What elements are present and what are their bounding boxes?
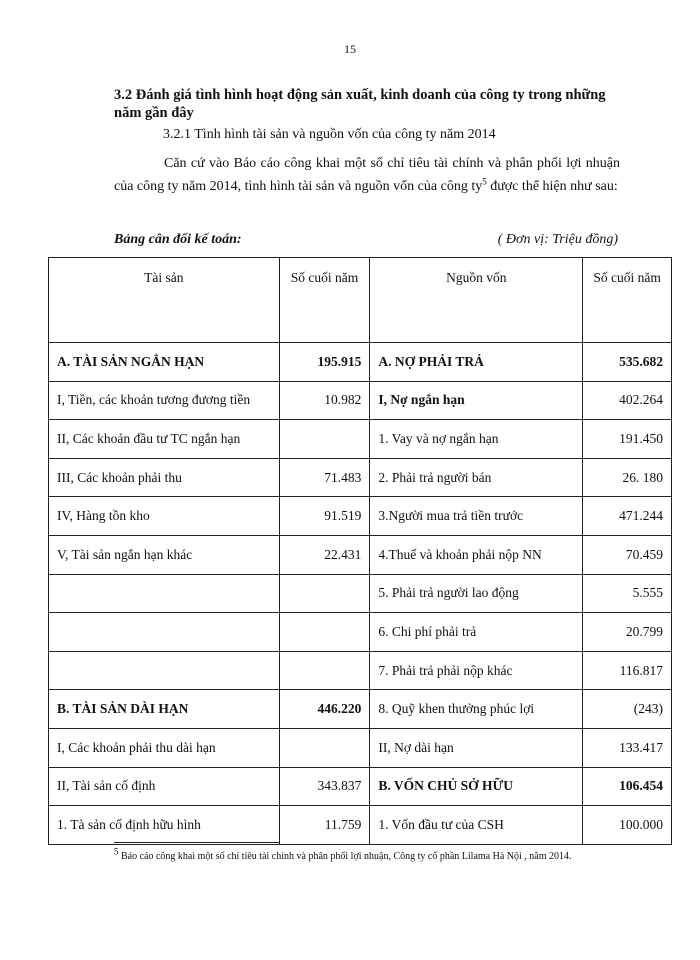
asset-label: III, Các khoản phải thu (49, 458, 280, 497)
table-row (49, 458, 672, 497)
footnote-marker: 5 (114, 846, 119, 857)
asset-value: 22.431 (279, 535, 370, 574)
asset-value (279, 651, 370, 690)
intro-paragraph (114, 152, 620, 198)
table-row (49, 343, 672, 382)
source-label: 3.Người mua trả tiền trước (370, 497, 583, 536)
balance-sheet-table (48, 257, 672, 845)
source-value: 106.454 (583, 767, 672, 806)
asset-value (279, 728, 370, 767)
unit-note: ( Đơn vị: Triệu đồng) (497, 232, 618, 247)
source-value: (243) (583, 690, 672, 729)
source-value: 471.244 (583, 497, 672, 536)
asset-label (49, 651, 280, 690)
source-label: 5. Phải trả người lao động (370, 574, 583, 613)
source-label: B. VỐN CHỦ SỞ HỮU (370, 767, 583, 806)
source-label: 4.Thuế và khoản phải nộp NN (370, 535, 583, 574)
header-sources-value: Số cuối năm (583, 258, 672, 343)
source-label: 6. Chi phí phải trả (370, 613, 583, 652)
source-value: 191.450 (583, 420, 672, 459)
asset-value: 11.759 (279, 806, 370, 845)
source-label: II, Nợ dài hạn (370, 728, 583, 767)
asset-label: B. TÀI SẢN DÀI HẠN (49, 690, 280, 729)
table-row (49, 806, 672, 845)
table-row (49, 767, 672, 806)
header-assets: Tài sản (49, 258, 280, 343)
source-value: 402.264 (583, 381, 672, 420)
table-row (49, 420, 672, 459)
asset-value: 91.519 (279, 497, 370, 536)
header-sources: Nguồn vốn (370, 258, 583, 343)
table-row (49, 535, 672, 574)
source-label: A. NỢ PHẢI TRẢ (370, 343, 583, 382)
source-label: 2. Phải trả người bán (370, 458, 583, 497)
asset-label: I, Tiền, các khoản tương đương tiền (49, 381, 280, 420)
asset-label: II, Các khoản đầu tư TC ngắn hạn (49, 420, 280, 459)
asset-label (49, 574, 280, 613)
source-label: 8. Quỹ khen thưởng phúc lợi (370, 690, 583, 729)
asset-label (49, 613, 280, 652)
asset-label: A. TÀI SẢN NGẮN HẠN (49, 343, 280, 382)
footnote (114, 846, 624, 864)
table-row (49, 381, 672, 420)
table-caption: Bảng cân đối kế toán: (114, 232, 242, 247)
asset-label: I, Các khoản phải thu dài hạn (49, 728, 280, 767)
footnote-text: Báo cáo công khai một số chỉ tiêu tài chính và phân phối lợi nhuận, Công ty cổ phần Lilama Hà Nội , năm 2014. (118, 851, 572, 862)
asset-value (279, 574, 370, 613)
source-value: 20.799 (583, 613, 672, 652)
asset-label: V, Tài sản ngắn hạn khác (49, 535, 280, 574)
table-row (49, 690, 672, 729)
source-value: 116.817 (583, 651, 672, 690)
source-label: 1. Vay và nợ ngắn hạn (370, 420, 583, 459)
table-header-row (49, 258, 672, 343)
asset-value: 10.982 (279, 381, 370, 420)
source-label: 1. Vốn đầu tư của CSH (370, 806, 583, 845)
asset-value: 195.915 (279, 343, 370, 382)
asset-value (279, 613, 370, 652)
paragraph-text-before: Căn cứ vào Báo cáo công khai một số chỉ tiêu tài chính và phân phối lợi nhuận của công ty năm 2014, tình hình tài sản và nguồn vốn của công ty (114, 156, 620, 194)
subsection-heading: 3.2.1 Tình hình tài sản và nguồn vốn của công ty năm 2014 (163, 127, 496, 142)
table-row (49, 728, 672, 767)
page-number: 15 (344, 42, 356, 56)
table-row (49, 651, 672, 690)
header-assets-value: Số cuối năm (279, 258, 370, 343)
asset-label: IV, Hàng tồn kho (49, 497, 280, 536)
table-row (49, 497, 672, 536)
source-value: 133.417 (583, 728, 672, 767)
source-value: 535.682 (583, 343, 672, 382)
table-row (49, 613, 672, 652)
asset-label: 1. Tà sản cố định hữu hình (49, 806, 280, 845)
paragraph-text-after: được thể hiện như sau: (486, 179, 618, 194)
asset-value: 343.837 (279, 767, 370, 806)
table-row (49, 574, 672, 613)
asset-value: 71.483 (279, 458, 370, 497)
footnote-divider (114, 842, 280, 843)
source-value: 70.459 (583, 535, 672, 574)
asset-label: II, Tài sản cố định (49, 767, 280, 806)
source-label: 7. Phải trả phải nộp khác (370, 651, 583, 690)
section-heading: 3.2 Đánh giá tình hình hoạt động sản xuất, kinh doanh của công ty trong những năm gần đây (114, 87, 606, 121)
footnote-reference: 5 (482, 176, 487, 187)
asset-value (279, 420, 370, 459)
asset-value: 446.220 (279, 690, 370, 729)
source-value: 26. 180 (583, 458, 672, 497)
source-label: I, Nợ ngắn hạn (370, 381, 583, 420)
source-value: 5.555 (583, 574, 672, 613)
source-value: 100.000 (583, 806, 672, 845)
